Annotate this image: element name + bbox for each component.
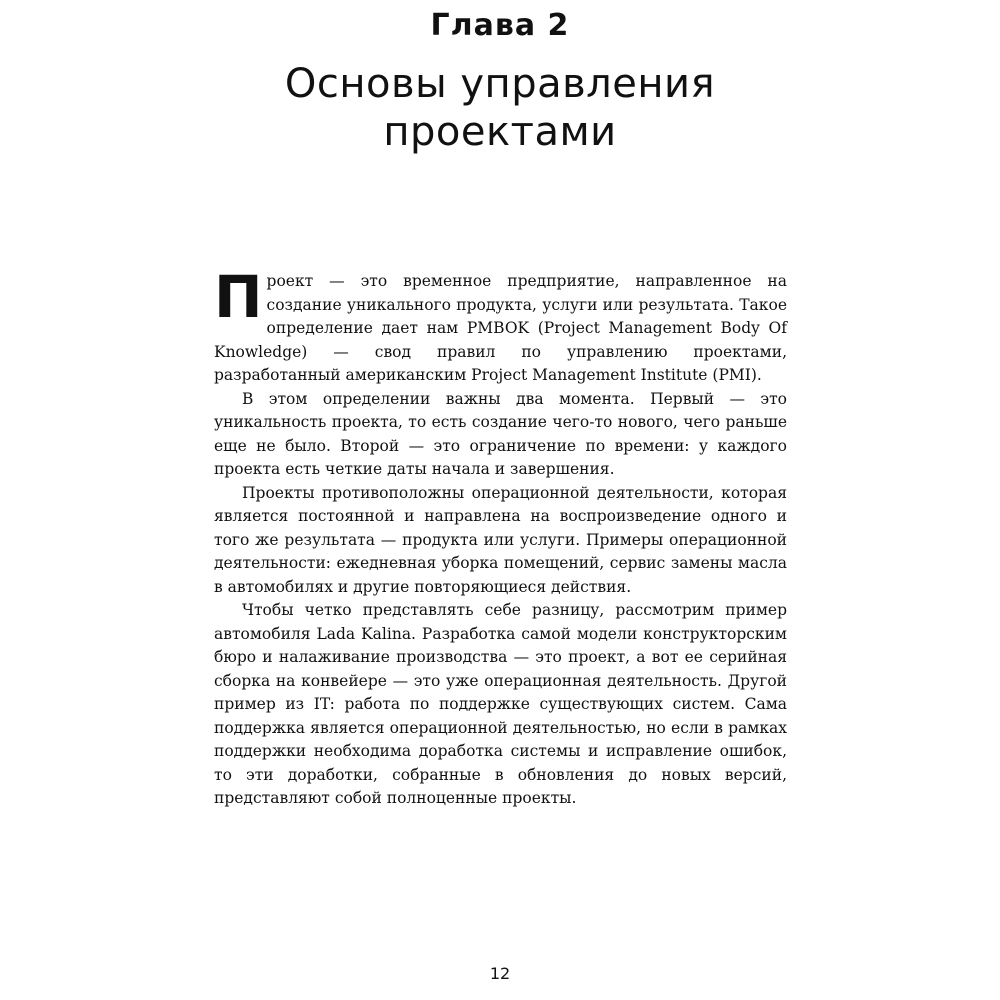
page-number: 12 bbox=[489, 964, 511, 983]
chapter-title bbox=[0, 60, 1000, 156]
chapter-title-line-2: проектами bbox=[383, 109, 617, 155]
chapter-label: Глава 2 bbox=[430, 8, 570, 43]
body-text bbox=[214, 263, 787, 811]
paragraph-4: Чтобы четко представлять себе разницу, рассмотрим пример автомобиля Lada Kalina. Разработка самой модели конструкторским бюро и налаживание производства — это проект, а вот ее серийная сборка на конвейере — это уже операционная деятельность. Другой пример из IT: работа по поддержке существующих систем. Сама поддержка является операционной деятельностью, но если в рамках поддержки необходима доработка системы и исправление ошибок, то эти доработки, собранные в обновления до новых версий, представляют собой полноценные проекты. bbox=[214, 601, 787, 807]
chapter-title-line-1: Основы управления bbox=[284, 61, 716, 107]
paragraph-1-text: роект — это временное предприятие, направленное на создание уникального продукта, услуги или результата. Такое определение дает нам PMBOK (Project Management Body Of Knowledge) — свод правил по управлению проектами, разработанный американским Project Management Institute (PMI). bbox=[214, 272, 787, 384]
drop-cap: П bbox=[214, 263, 263, 331]
paragraph-1 bbox=[214, 263, 787, 388]
paragraph-3: Проекты противоположны операционной деятельности, которая является постоянной и направлена на воспроизведение одного и того же результата — продукта или услуги. Примеры операционной деятельности: ежедневная уборка помещений, сервис замены масла в автомобилях и другие повторяющиеся действия. bbox=[214, 483, 787, 596]
paragraph-2: В этом определении важны два момента. Первый — это уникальность проекта, то есть создание чего-то нового, чего раньше еще не было. Второй — это ограничение по времени: у каждого проекта есть четкие даты начала и завершения. bbox=[214, 389, 787, 478]
